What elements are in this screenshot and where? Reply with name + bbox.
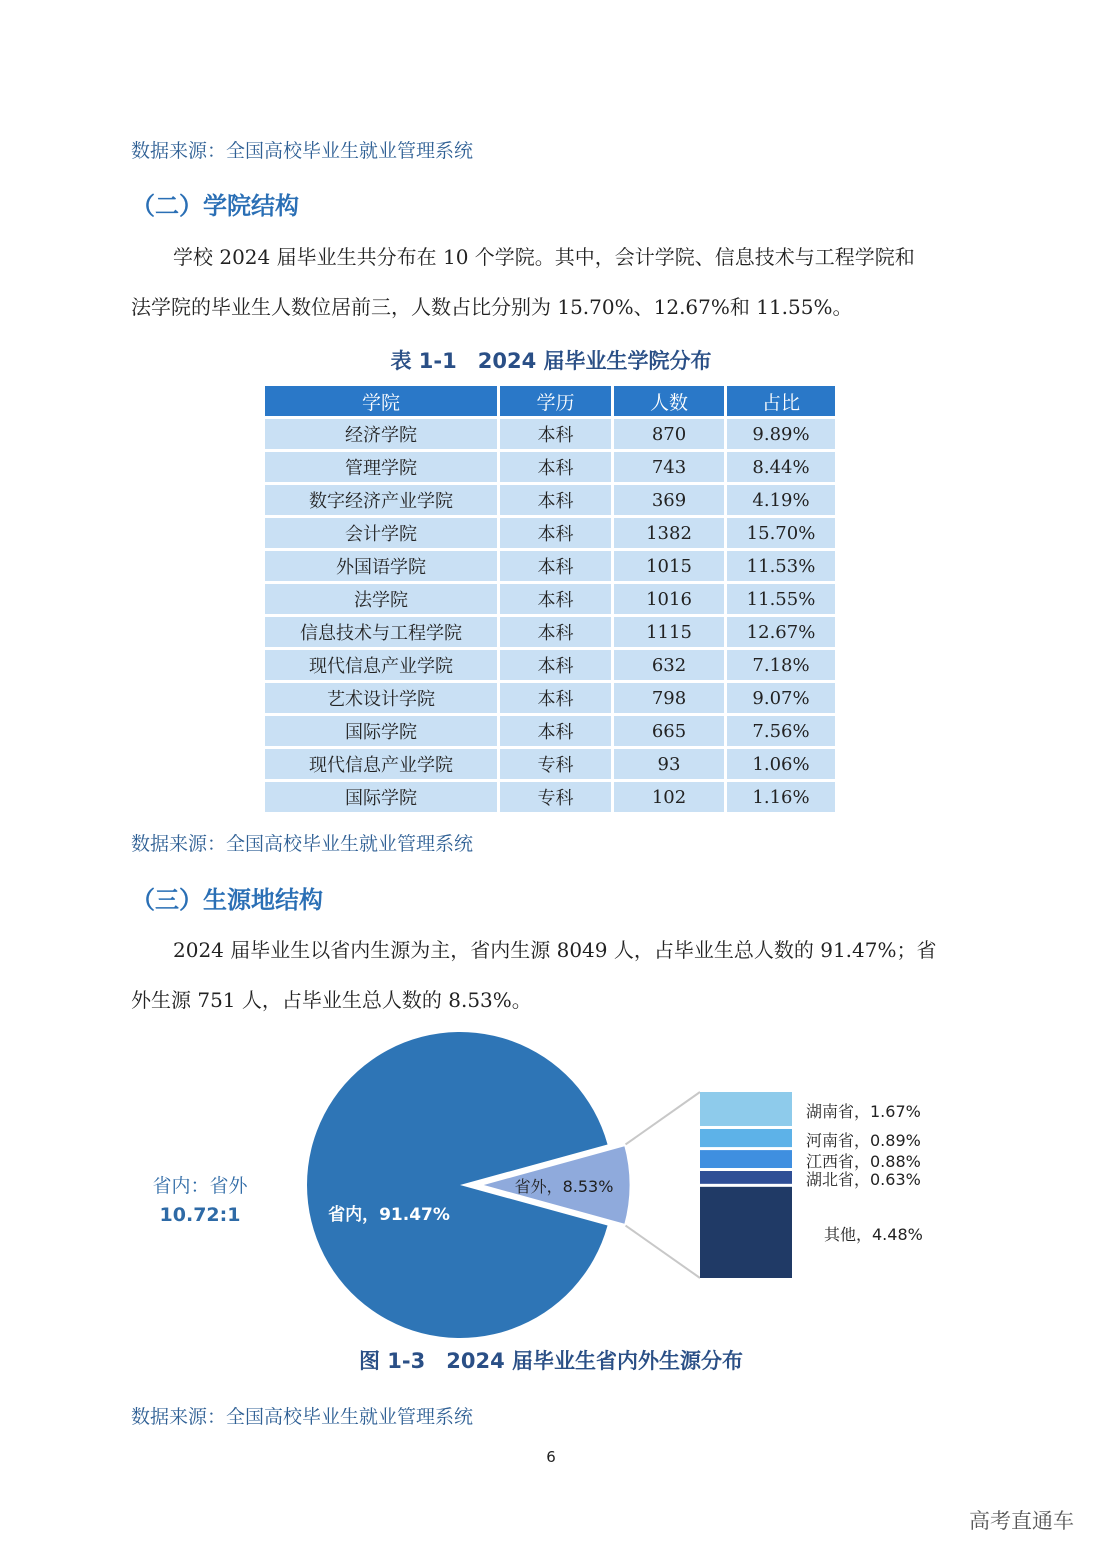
cell-share: 15.70%: [727, 518, 835, 548]
column-header-college: 学院: [265, 386, 497, 416]
section-heading-origin-structure: （三）生源地结构: [131, 886, 323, 914]
cell-college: 外国语学院: [265, 551, 497, 581]
table-row: [265, 782, 835, 812]
paragraph-line-1: 学校 2024 届毕业生共分布在 10 个学院。其中，会计学院、信息技术与工程学院和: [173, 245, 915, 269]
origin-structure-paragraph: [131, 925, 976, 1025]
cell-college: 现代信息产业学院: [265, 749, 497, 779]
cell-share: 7.18%: [727, 650, 835, 680]
cell-count: 1016: [614, 584, 724, 614]
cell-count: 870: [614, 419, 724, 449]
cell-share: 11.53%: [727, 551, 835, 581]
cell-share: 4.19%: [727, 485, 835, 515]
cell-degree: 专科: [500, 782, 611, 812]
cell-degree: 本科: [500, 716, 611, 746]
cell-degree: 本科: [500, 485, 611, 515]
cell-college: 现代信息产业学院: [265, 650, 497, 680]
data-source-top: 数据来源：全国高校毕业生就业管理系统: [131, 140, 474, 162]
cell-college: 信息技术与工程学院: [265, 617, 497, 647]
cell-degree: 本科: [500, 617, 611, 647]
cell-college: 国际学院: [265, 782, 497, 812]
data-source-after-table: 数据来源：全国高校毕业生就业管理系统: [131, 833, 474, 855]
cell-college: 艺术设计学院: [265, 683, 497, 713]
connector-line-bottom: [626, 1226, 700, 1278]
cell-degree: 本科: [500, 452, 611, 482]
breakdown-label: 湖北省，0.63%: [806, 1170, 921, 1190]
watermark: 高考直通车: [969, 1509, 1074, 1533]
cell-share: 1.06%: [727, 749, 835, 779]
cell-count: 1382: [614, 518, 724, 548]
cell-count: 102: [614, 782, 724, 812]
cell-college: 国际学院: [265, 716, 497, 746]
breakdown-segment: [700, 1129, 792, 1147]
cell-college: 经济学院: [265, 419, 497, 449]
paragraph-line-1: 2024 届毕业生以省内生源为主，省内生源 8049 人，占毕业生总人数的 91.47%；省: [173, 938, 937, 962]
data-source-after-chart: 数据来源：全国高校毕业生就业管理系统: [131, 1406, 474, 1428]
cell-count: 1015: [614, 551, 724, 581]
table-row: [265, 551, 835, 581]
cell-share: 7.56%: [727, 716, 835, 746]
table-header-row: [265, 386, 835, 416]
table-row: [265, 683, 835, 713]
table-row: [265, 584, 835, 614]
cell-share: 9.07%: [727, 683, 835, 713]
cell-degree: 本科: [500, 650, 611, 680]
cell-degree: 本科: [500, 419, 611, 449]
paragraph-line-2: 外生源 751 人，占毕业生总人数的 8.53%。: [131, 988, 532, 1012]
pie-label-in-province: 省内，91.47%: [328, 1205, 450, 1225]
cell-degree: 专科: [500, 749, 611, 779]
paragraph-line-2: 法学院的毕业生人数位居前三，人数占比分别为 15.70%、12.67%和 11.55%。: [131, 295, 853, 319]
table-row: [265, 650, 835, 680]
cell-count: 798: [614, 683, 724, 713]
college-structure-paragraph: [131, 232, 976, 332]
chart-caption: 图 1-3 2024 届毕业生省内外生源分布: [358, 1349, 743, 1373]
breakdown-label: 江西省，0.88%: [806, 1152, 921, 1172]
breakdown-label: 其他，4.48%: [824, 1225, 923, 1245]
pie-label-out-province: 省外，8.53%: [514, 1177, 614, 1196]
cell-college: 管理学院: [265, 452, 497, 482]
breakdown-segment: [700, 1171, 792, 1184]
table-row: [265, 617, 835, 647]
cell-degree: 本科: [500, 584, 611, 614]
table-row: [265, 518, 835, 548]
column-header-share: 占比: [727, 386, 835, 416]
cell-college: 会计学院: [265, 518, 497, 548]
cell-share: 8.44%: [727, 452, 835, 482]
cell-count: 369: [614, 485, 724, 515]
cell-share: 1.16%: [727, 782, 835, 812]
table-row: [265, 452, 835, 482]
ratio-label-text: 省内：省外: [152, 1175, 248, 1197]
table-row: [265, 749, 835, 779]
out-province-breakdown-bar: [700, 1092, 792, 1278]
cell-count: 93: [614, 749, 724, 779]
cell-share: 12.67%: [727, 617, 835, 647]
college-distribution-table: [262, 383, 838, 815]
breakdown-segment: [700, 1187, 792, 1278]
origin-pie-chart: [0, 1030, 1102, 1350]
cell-college: 数字经济产业学院: [265, 485, 497, 515]
cell-count: 632: [614, 650, 724, 680]
column-header-count: 人数: [614, 386, 724, 416]
cell-degree: 本科: [500, 551, 611, 581]
table-row: [265, 716, 835, 746]
column-header-degree: 学历: [500, 386, 611, 416]
section-heading-college-structure: （二）学院结构: [131, 192, 299, 220]
breakdown-segment: [700, 1150, 792, 1168]
ratio-value: 10.72:1: [159, 1204, 241, 1226]
page-number: 6: [546, 1448, 556, 1466]
table-row: [265, 419, 835, 449]
cell-share: 9.89%: [727, 419, 835, 449]
cell-degree: 本科: [500, 518, 611, 548]
breakdown-segment: [700, 1092, 792, 1126]
cell-degree: 本科: [500, 683, 611, 713]
breakdown-label: 湖南省，1.67%: [806, 1101, 921, 1121]
breakdown-label: 河南省，0.89%: [806, 1131, 921, 1151]
cell-count: 1115: [614, 617, 724, 647]
cell-count: 743: [614, 452, 724, 482]
table-caption: 表 1-1 2024 届毕业生学院分布: [390, 349, 712, 373]
table-row: [265, 485, 835, 515]
connector-line-top: [626, 1092, 700, 1144]
cell-count: 665: [614, 716, 724, 746]
cell-college: 法学院: [265, 584, 497, 614]
cell-share: 11.55%: [727, 584, 835, 614]
